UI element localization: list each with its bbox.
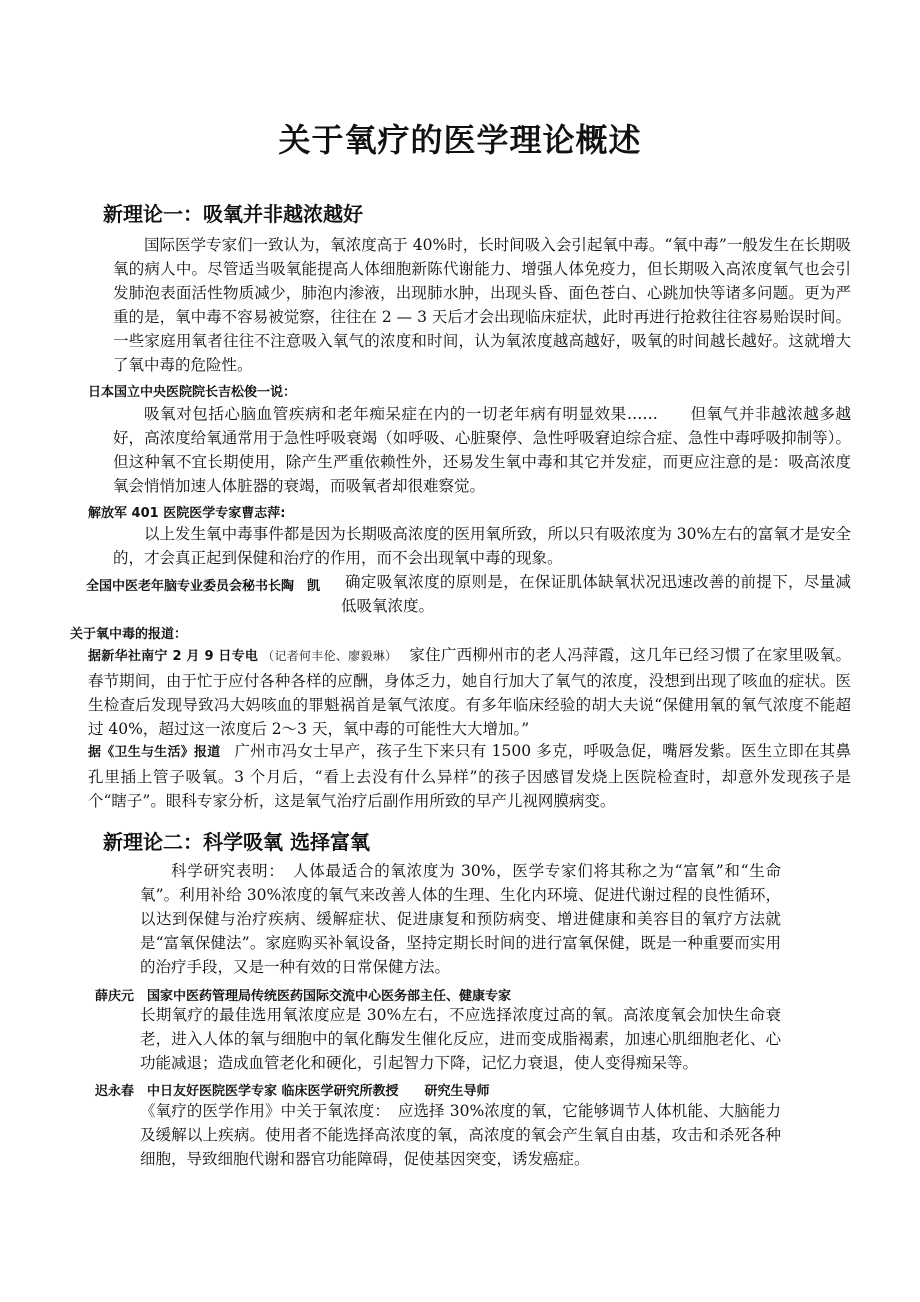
quote2-source: 解放军 401 医院医学专家曹志萍:	[88, 506, 286, 521]
section1-intro: 国际医学专家们一致认为，氧浓度高于 40%时，长时间吸入会引起氧中毒。“氧中毒”一般发生在长期吸氧的病人中。尽管适当吸氧能提高人体细胞新陈代谢能力、增强人体免疫力，但长期吸入高浓度氧气也会引发肺泡表面活性物质减少，肺泡内渗液，出现肺水肿，出现头昏、面色苍白、心跳加快等诸多问题。更为严重的是，氧中毒不容易被觉察，往往在 2 — 3 天后才会出现临床症状，此时再进行抢救往往容易贻误时间。一些家庭用氧者往往不注意吸入氧气的浓度和时间，认为氧浓度越高越好，吸氧的时间越长越好。这就增大了氧中毒的危险性。	[113, 236, 851, 374]
quote1-text: 吸氧对包括心脑血管疾病和老年痴呆症在内的一切老年病有明显效果…… 但氧气并非越浓越多越好，高浓度给氧通常用于急性呼吸衰竭（如呼吸、心脏聚停、急性呼吸窘迫综合症、急性中毒呼吸抑制等）。但这种氧不宜长期使用，除产生严重依赖性外，还易发生氧中毒和其它并发症，而更应注意的是：吸高浓度氧会悄悄加速人体脏器的衰竭，而吸氧者却很难察觉。	[113, 405, 851, 495]
section2-quote1-source: 薛庆元 国家中医药管理局传统医药国际交流中心医务部主任、健康专家	[95, 989, 512, 1004]
quote1-source: 日本国立中央医院院长吉松俊一说：	[88, 385, 297, 400]
report1-text: 家住广西柳州市的老人冯萍霞，这几年已经习惯了在家里吸氧。春节期间，由于忙于应付各种各样的应酬，身体乏力，她自行加大了氧气的浓度，没想到出现了咳血的症状。医生检查后发现导致冯大妈咳血的罪魁祸首是氧气浓度。有多年临床经验的胡大夫说“保健用氧的氧气浓度不能超过 40%，超过这一浓度后 2～3 天，氧中毒的可能性大大增加。”	[88, 646, 851, 738]
report2	[88, 739, 851, 813]
section2-quote2-text: 《氧疗的医学作用》中关于氧浓度： 应选择 30%浓度的氧，它能够调节人体机能、大脑能力及缓解以上疾病。使用者不能选择高浓度的氧，高浓度的氧会产生氧自由基，攻击和杀死各种细胞，导致细胞代谢和器官功能障碍，促使基因突变，诱发癌症。	[140, 1102, 781, 1168]
section2-heading: 新理论二：科学吸氧 选择富氧	[103, 830, 370, 854]
section2-quote1-text: 长期氧疗的最佳选用氧浓度应是 30%左右，不应选择浓度过高的氧。高浓度氧会加快生命衰老，进入人体的氧与细胞中的氧化酶发生催化反应，进而变成脂褐素，加速心肌细胞老化、心功能减退；造成血管老化和硬化，引起智力下降，记忆力衰退，使人变得痴呆等。	[140, 1006, 781, 1072]
reports-heading: 关于氧中毒的报道：	[70, 627, 188, 642]
page-title: 关于氧疗的医学理论概述	[278, 121, 642, 159]
quote3-source: 全国中医老年脑专业委员会秘书长陶 凯	[86, 579, 321, 594]
section2-quote2-source: 迟永春 中日友好医院医学专家 临床医学研究所教授 研究生导师	[95, 1084, 490, 1099]
report2-text: 广州市冯女士早产，孩子生下来只有 1500 多克，呼吸急促，嘴唇发紫。医生立即在其鼻孔里插上管子吸氧。3 个月后，“看上去没有什么异样”的孩子因感冒发烧上医院检查时，却意外发现孩子是个“瞎子”。眼科专家分析，这是氧气治疗后副作用所致的早产儿视网膜病变。	[88, 742, 851, 810]
report1-reporter: （记者何丰伦、廖毅琳）	[262, 649, 398, 663]
section2-intro: 科学研究表明： 人体最适合的氧浓度为 30%，医学专家们将其称之为“富氧”和“生命氧”。利用补给 30%浓度的氧气来改善人体的生理、生化内环境、促进代谢过程的良性循环，以达到保健与治疗疾病、缓解症状、促进康复和预防病变、增进健康和美容目的氧疗方法就是“富氧保健法”。家庭购买补氧设备，坚持定期长时间的进行富氧保健，既是一种重要而实用的治疗手段，又是一种有效的日常保健方法。	[140, 862, 781, 976]
report2-source: 据《卫生与生活》报道	[88, 745, 221, 760]
report1-source: 据新华社南宁 2 月 9 日专电	[88, 649, 259, 664]
report1	[88, 643, 851, 741]
quote2-text: 以上发生氧中毒事件都是因为长期吸高浓度的医用氧所致，所以只有吸浓度为 30%左右的富氧才是安全的，才会真正起到保健和治疗的作用，而不会出现氧中毒的现象。	[113, 525, 851, 567]
section1-heading: 新理论一：吸氧并非越浓越好	[103, 202, 363, 226]
quote3-text: 确定吸氧浓度的原则是，在保证肌体缺氧状况迅速改善的前提下，尽量减低吸氧浓度。	[341, 573, 851, 615]
